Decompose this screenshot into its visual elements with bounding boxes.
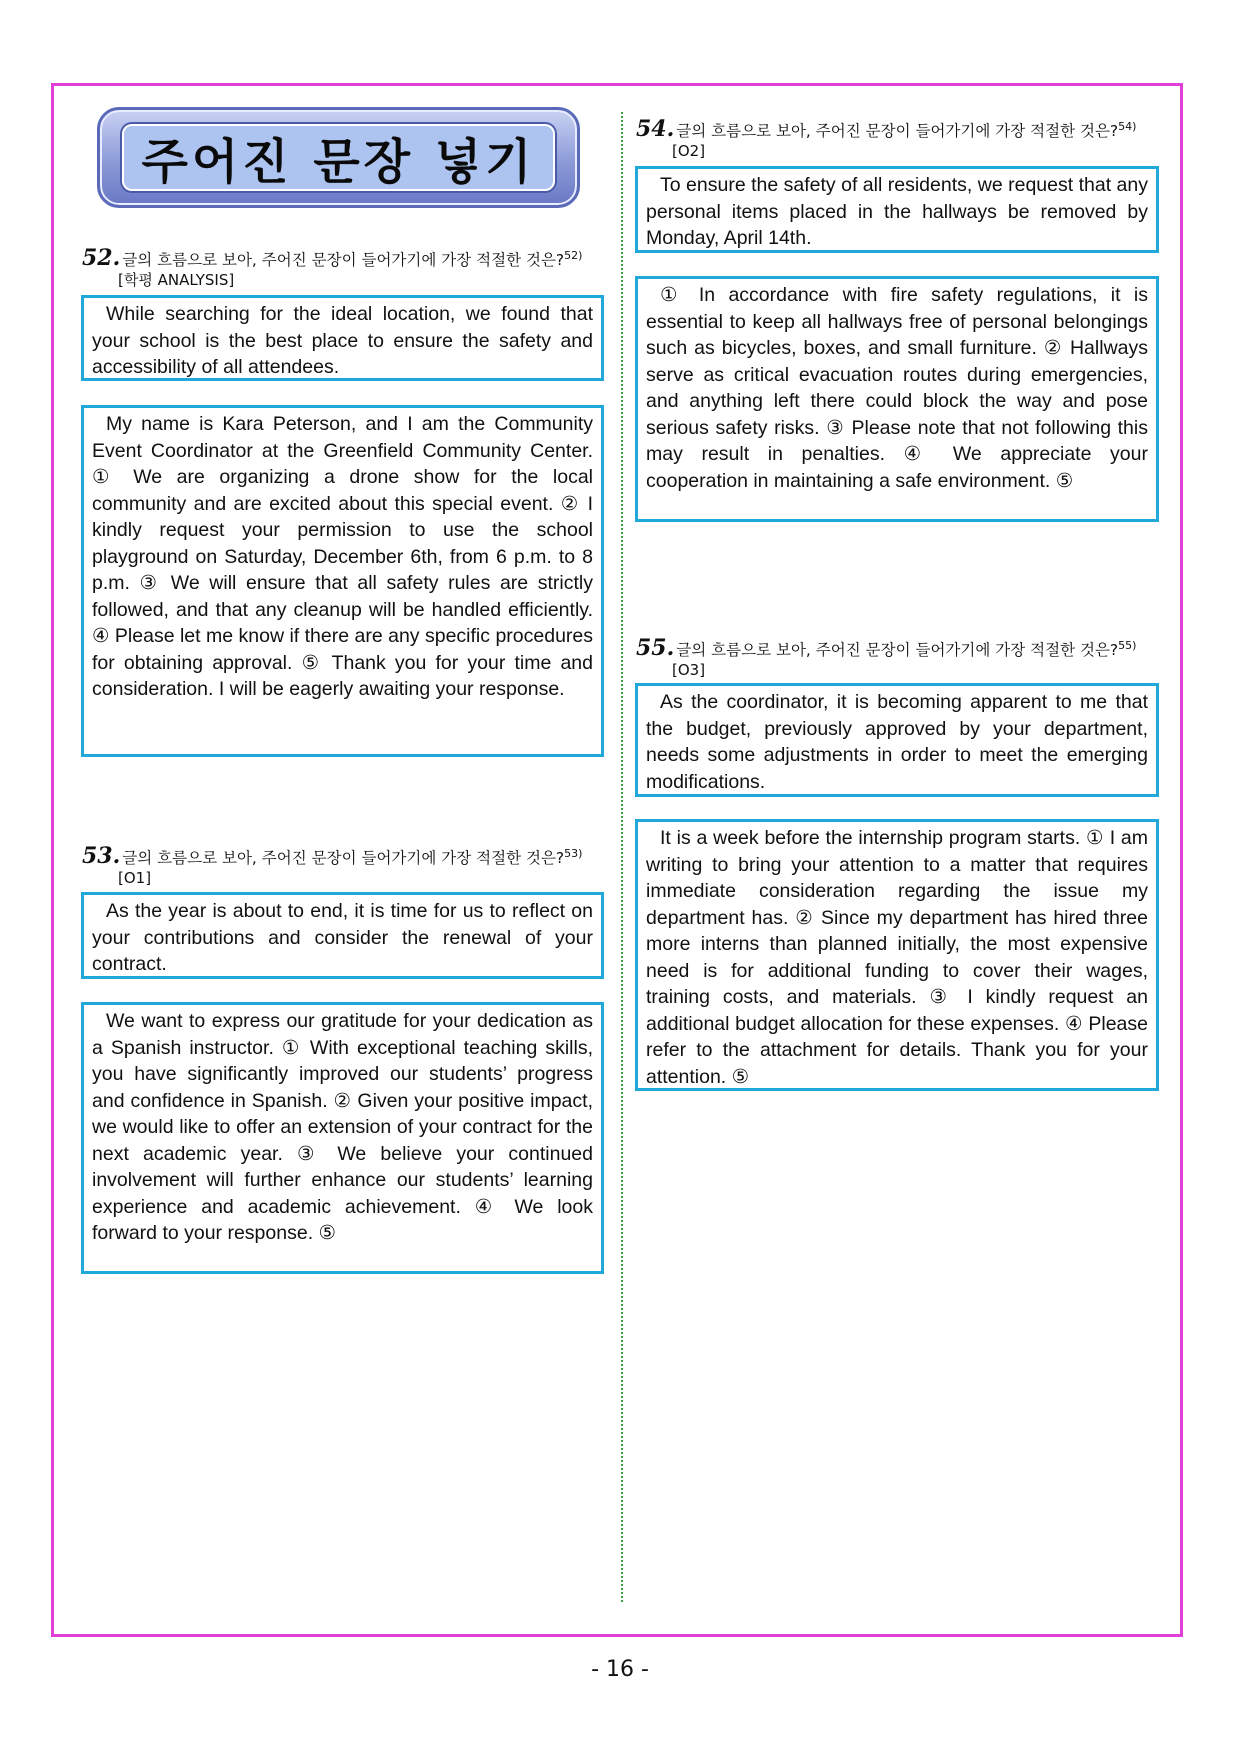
question-prompt: 글의 흐름으로 보아, 주어진 문장이 들어가기에 가장 적절한 것은?	[676, 641, 1119, 660]
passage-box-52	[81, 405, 604, 757]
question-number: 52.	[82, 245, 121, 272]
question-prompt: 글의 흐름으로 보아, 주어진 문장이 들어가기에 가장 적절한 것은?	[676, 122, 1119, 141]
section-title: 주어진 문장 넣기	[141, 134, 536, 190]
question-54-header	[636, 117, 1166, 161]
given-sentence-box-52	[81, 295, 604, 381]
given-sentence: As the year is about to end, it is time for us to reflect on your contributions and consider the renewal of your contract.	[92, 900, 593, 975]
footnote-ref: 54)	[1118, 120, 1137, 133]
passage-box-53	[81, 1002, 604, 1274]
given-sentence-box-53	[81, 892, 604, 979]
question-number: 54.	[636, 116, 675, 143]
passage-text: ① In accordance with fire safety regulations, it is essential to keep all hallways free of personal belongings such as bicycles, boxes, and small furniture. ② Hallways serve as critical evacuation routes during emergencies, and anything left there could block the way and pose serious safety risks. ③ Please note that not following this may result in penalties. ④ We appreciate your cooperation in maintaining a safe environment. ⑤	[646, 284, 1148, 492]
given-sentence: As the coordinator, it is becoming apparent to me that the budget, previously approved by your department, needs some adjustments in order to meet the emerging modifications.	[646, 691, 1148, 793]
question-53-header	[82, 844, 612, 888]
column-divider	[621, 112, 623, 1602]
question-52-header	[82, 246, 612, 290]
question-prompt: 글의 흐름으로 보아, 주어진 문장이 들어가기에 가장 적절한 것은?	[122, 251, 565, 270]
page-number: - 16 -	[591, 1657, 649, 1682]
question-source: [학평 ANALYSIS]	[118, 271, 235, 290]
passage-box-55	[635, 819, 1159, 1091]
footnote-ref: 55)	[1118, 639, 1137, 652]
question-55-header	[636, 636, 1166, 680]
given-sentence-box-55	[635, 683, 1159, 797]
passage-text: It is a week before the internship program starts. ① I am writing to bring your attention to a matter that requires immediate consideration regarding the issue my department has. ② Since my department has hired three more interns than planned initially, the most expensive need is for additional funding to cover their wages, training costs, and materials. ③ I kindly request an additional budget allocation for these expenses. ④ Please refer to the attachment for details. Thank you for your attention. ⑤	[646, 827, 1148, 1088]
given-sentence: While searching for the ideal location, we found that your school is the best place to ensure the safety and accessibility of all attendees.	[92, 303, 593, 378]
footnote-ref: 53)	[564, 847, 583, 860]
given-sentence: To ensure the safety of all residents, we request that any personal items placed in the hallways be removed by Monday, April 14th.	[646, 174, 1148, 249]
given-sentence-box-54	[635, 166, 1159, 253]
question-number: 53.	[82, 843, 121, 870]
passage-box-54	[635, 276, 1159, 522]
question-prompt: 글의 흐름으로 보아, 주어진 문장이 들어가기에 가장 적절한 것은?	[122, 849, 565, 868]
question-source: [O1]	[118, 869, 152, 888]
footnote-ref: 52)	[564, 249, 583, 262]
question-source: [O3]	[672, 661, 706, 680]
section-title-plate	[122, 124, 555, 191]
passage-text: We want to express our gratitude for your dedication as a Spanish instructor. ① With exceptional teaching skills, you have significantly improved our students’ progress and confidence in Spanish. ② Given your positive impact, we would like to offer an extension of your contract for the next academic year. ③ We believe your continued involvement will further enhance our students’ learning experience and academic achievement. ④ We look forward to your response. ⑤	[92, 1010, 593, 1244]
passage-text: My name is Kara Peterson, and I am the Community Event Coordinator at the Greenfield Community Center. ① We are organizing a drone show for the local community and are excited about this special event. ② I kindly request your permission to use the school playground on Saturday, December 6th, from 6 p.m. to 8 p.m. ③ We will ensure that all safety rules are strictly followed, and that any cleanup will be handled efficiently. ④ Please let me know if there are any specific procedures for obtaining approval. ⑤ Thank you for your time and consideration. I will be eagerly awaiting your response.	[92, 413, 593, 700]
question-number: 55.	[636, 635, 675, 662]
question-source: [O2]	[672, 142, 706, 161]
section-title-banner	[97, 107, 580, 208]
